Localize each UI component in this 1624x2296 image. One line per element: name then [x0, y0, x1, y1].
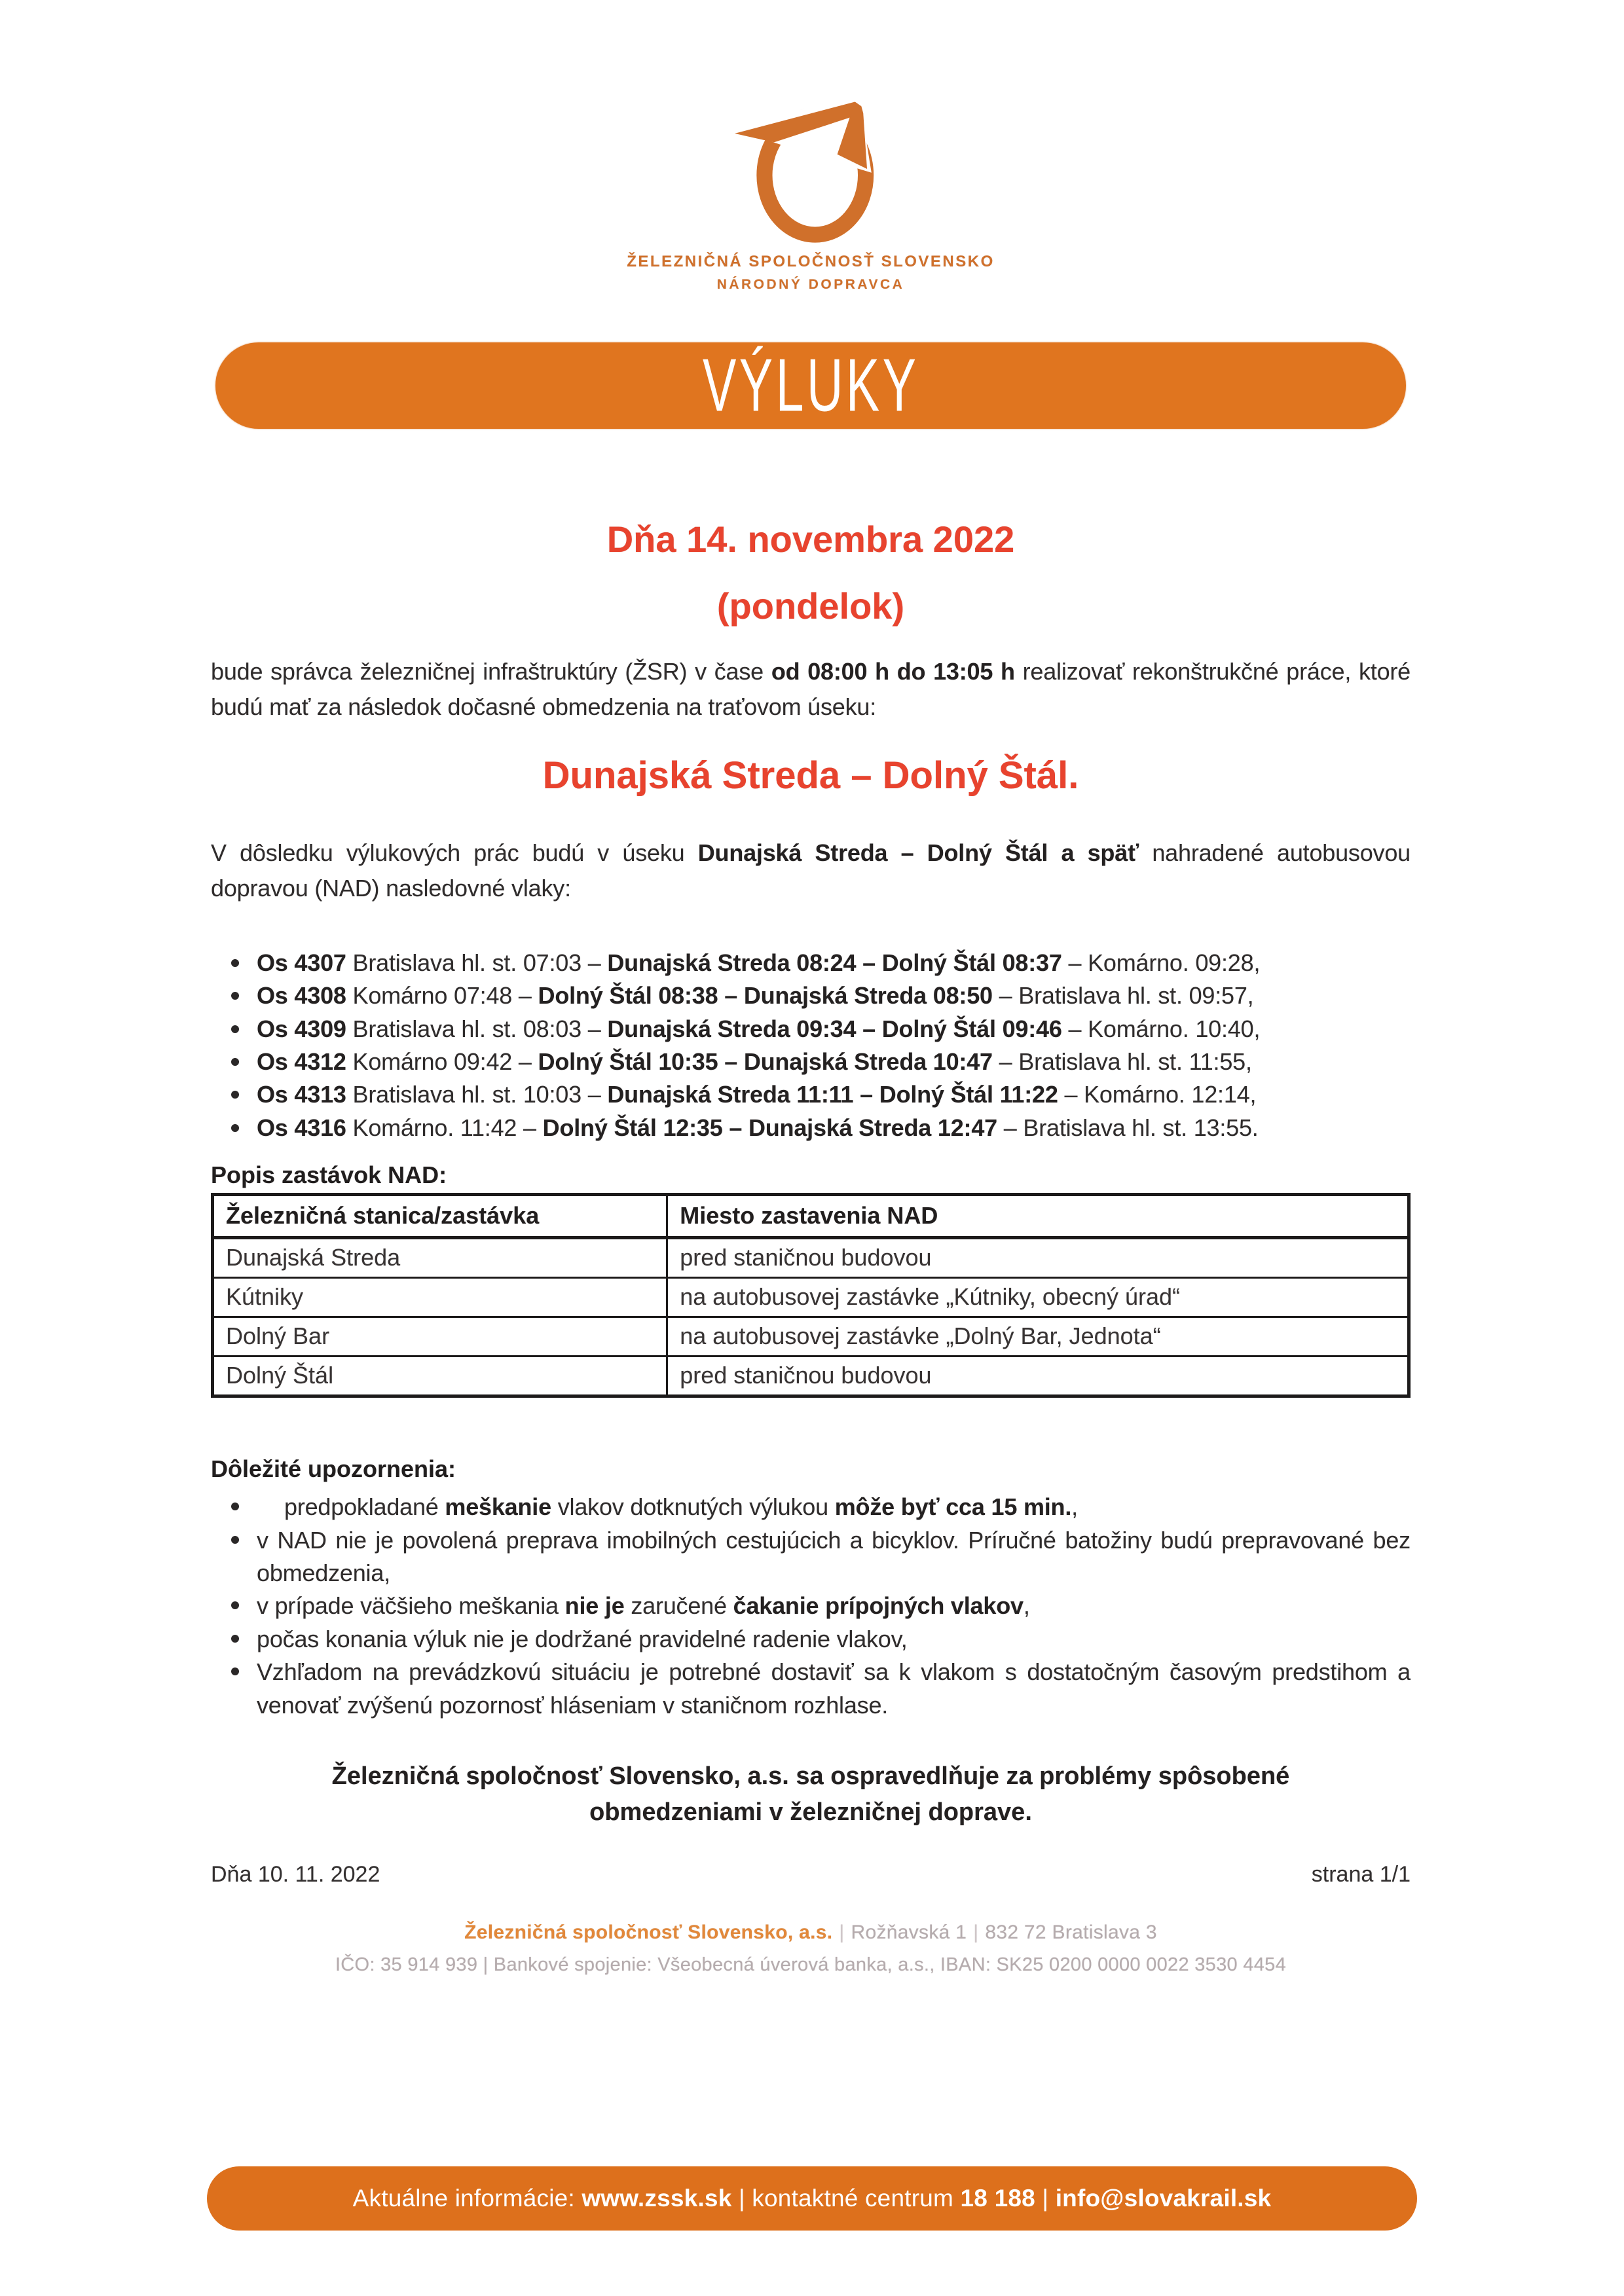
- nad-table-row: [213, 1317, 1409, 1357]
- footer-date: Dňa 10. 11. 2022: [211, 1862, 380, 1887]
- nad-table-row: [213, 1238, 1409, 1278]
- nad-stops-table: [211, 1193, 1411, 1398]
- warning-list: [211, 1491, 1411, 1722]
- brand-tagline: NÁRODNÝ DOPRAVCA: [716, 277, 905, 292]
- warnings-label: Dôležité upozornenia:: [211, 1455, 456, 1483]
- warning-item: počas konania výluk nie je dodržané pravidelné radenie vlakov,: [257, 1623, 1411, 1656]
- train-item: Os 4309 Bratislava hl. st. 08:03 – Dunajská Streda 09:34 – Dolný Štál 09:46 – Komárno. 10:40,: [257, 1013, 1411, 1046]
- warning-item: predpokladané meškanie vlakov dotknutých výlukou môže byť cca 15 min.,: [257, 1491, 1411, 1523]
- brand-name: ŽELEZNIČNÁ SPOLOČNOSŤ SLOVENSKO: [627, 253, 995, 270]
- nad-station-cell: Dunajská Streda: [213, 1238, 667, 1278]
- train-item: Os 4313 Bratislava hl. st. 10:03 – Dunajská Streda 11:11 – Dolný Štál 11:22 – Komárno. 12:14,: [257, 1078, 1411, 1111]
- contact-bar-text: Aktuálne informácie: www.zssk.sk | kontaktné centrum 18 188 | info@slovakrail.sk: [352, 2185, 1272, 2212]
- nad-station-cell: Dolný Bar: [213, 1317, 667, 1357]
- notice-date-title: [211, 506, 1411, 640]
- nad-table-row: [213, 1357, 1409, 1396]
- nad-table-header-cell: Železničná stanica/zastávka: [213, 1195, 667, 1238]
- warning-item: v prípade väčšieho meškania nie je zaručené čakanie prípojných vlakov,: [257, 1590, 1411, 1622]
- warning-item: v NAD nie je povolená preprava imobilných cestujúcich a bicyklov. Príručné batožiny budú prepravované bez obmedzenia,: [257, 1524, 1411, 1590]
- closing-note: Železničná spoločnosť Slovensko, a.s. sa ospravedlňuje za problémy spôsobené obmedzeniami v železničnej doprave.: [331, 1762, 1290, 1826]
- replacement-paragraph: V dôsledku výlukových prác budú v úseku Dunajská Streda – Dolný Štál a späť nahradené autobusovou dopravou (NAD) nasledovné vlaky:: [211, 839, 1411, 902]
- zssk-logo: [211, 92, 1411, 293]
- nad-table-header-row: [213, 1195, 1409, 1238]
- nad-stop-place-cell: pred staničnou budovou: [667, 1357, 1409, 1396]
- nad-table-row: [213, 1278, 1409, 1317]
- zssk-bird-logo-icon: [735, 92, 887, 246]
- page-number: strana 1/1: [1311, 1862, 1411, 1887]
- train-item: Os 4308 Komárno 07:48 – Dolný Štál 08:38 – Dunajská Streda 08:50 – Bratislava hl. st. 09:57,: [257, 979, 1411, 1012]
- company-registration-line: IČO: 35 914 939 | Bankové spojenie: Všeobecná úverová banka, a.s., IBAN: SK25 0200 0000 0022 3530 4454: [335, 1954, 1287, 1976]
- nad-stop-place-cell: na autobusovej zastávke „Dolný Bar, Jednota“: [667, 1317, 1409, 1357]
- notice-date-line2: (pondelok): [716, 585, 905, 627]
- nad-table-body: [213, 1238, 1409, 1396]
- nad-stop-place-cell: na autobusovej zastávke „Kútniky, obecný úrad“: [667, 1278, 1409, 1317]
- warning-item: Vzhľadom na prevádzkovú situáciu je potrebné dostaviť sa k vlakom s dostatočným časovým predstihom a venovať zvýšenú pozornosť hláseniam v staničnom rozhlase.: [257, 1656, 1411, 1722]
- vyluky-banner: [215, 342, 1406, 429]
- train-item: Os 4316 Komárno. 11:42 – Dolný Štál 12:35 – Dunajská Streda 12:47 – Bratislava hl. st. 13:55.: [257, 1112, 1411, 1144]
- nad-stops-label: Popis zastávok NAD:: [211, 1161, 447, 1189]
- route-heading: Dunajská Streda – Dolný Štál.: [542, 754, 1079, 797]
- notice-date-line1: Dňa 14. novembra 2022: [606, 519, 1015, 560]
- contact-bar: [207, 2166, 1417, 2231]
- train-list: [211, 947, 1411, 1144]
- banner-title: VÝLUKY: [702, 343, 919, 428]
- company-info-line: Železničná spoločnosť Slovensko, a.s. | Rožňavská 1 | 832 72 Bratislava 3: [464, 1922, 1157, 1944]
- train-item: Os 4312 Komárno 09:42 – Dolný Štál 10:35 – Dunajská Streda 10:47 – Bratislava hl. st. 11:55,: [257, 1046, 1411, 1078]
- nad-station-cell: Dolný Štál: [213, 1357, 667, 1396]
- footer-row: [211, 1862, 1411, 1887]
- nad-station-cell: Kútniky: [213, 1278, 667, 1317]
- train-item: Os 4307 Bratislava hl. st. 07:03 – Dunajská Streda 08:24 – Dolný Štál 08:37 – Komárno. 09:28,: [257, 947, 1411, 979]
- intro-paragraph: bude správca železničnej infraštruktúry (ŽSR) v čase od 08:00 h do 13:05 h realizovať rekonštrukčné práce, ktoré budú mať za následok dočasné obmedzenia na traťovom úseku:: [211, 657, 1411, 720]
- nad-stop-place-cell: pred staničnou budovou: [667, 1238, 1409, 1278]
- nad-table-header-cell: Miesto zastavenia NAD: [667, 1195, 1409, 1238]
